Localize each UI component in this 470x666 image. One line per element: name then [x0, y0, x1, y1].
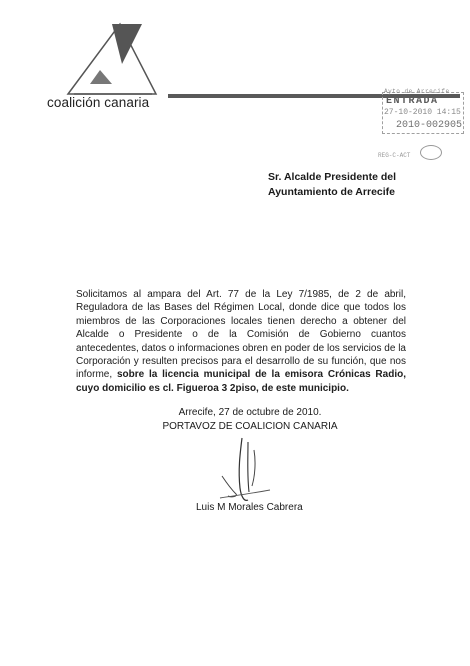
body-paragraph: [76, 288, 406, 395]
stamp-datetime: 27-10-2010 14:15: [384, 108, 461, 117]
closing-role: PORTAVOZ DE COALICION CANARIA: [162, 421, 338, 432]
stamp-note-circle: [420, 145, 442, 160]
stamp-note-text: REG-C-ACT: [378, 152, 411, 159]
body-text-bold: sobre la licencia municipal de la emisora Crónicas Radio, cuyo domicilio es cl. Figueroa 3 2piso, de este municipio.: [76, 369, 406, 394]
stamp-title: ENTRADA: [386, 96, 439, 107]
handwritten-signature: [218, 436, 278, 506]
signer-name: Luis M Morales Cabrera: [196, 502, 303, 513]
coalicion-canaria-logo: [60, 18, 160, 96]
stamp-top-text: Ayto de Arrecife: [384, 88, 450, 95]
stamp-note: [376, 141, 446, 167]
closing-place-date: Arrecife, 27 de octubre de 2010.: [178, 407, 322, 418]
brand-name: coalición canaria: [47, 95, 150, 110]
stamp-number: 2010-002905: [396, 120, 463, 131]
closing-block: [160, 406, 340, 434]
recipient-line-2: Ayuntamiento de Arrecife: [268, 186, 395, 198]
recipient-block: [268, 170, 396, 200]
registry-stamp: [378, 88, 462, 140]
recipient-line-1: Sr. Alcalde Presidente del: [268, 171, 396, 183]
body-text-plain: Solicitamos al ampara del Art. 77 de la Ley 7/1985, de 2 de abril, Reguladora de las Bases del Régimen Local, donde dice que todos los miembros de las Corporaciones locales tienen derecho a obtener del Alcalde o Presidente o de la Comisión de Gobierno cuantos antecedentes, datos o informaciones obren en poder de los servicios de la Corporación y resulten precisos para el desarrollo de su función, que nos informe,: [76, 289, 406, 381]
